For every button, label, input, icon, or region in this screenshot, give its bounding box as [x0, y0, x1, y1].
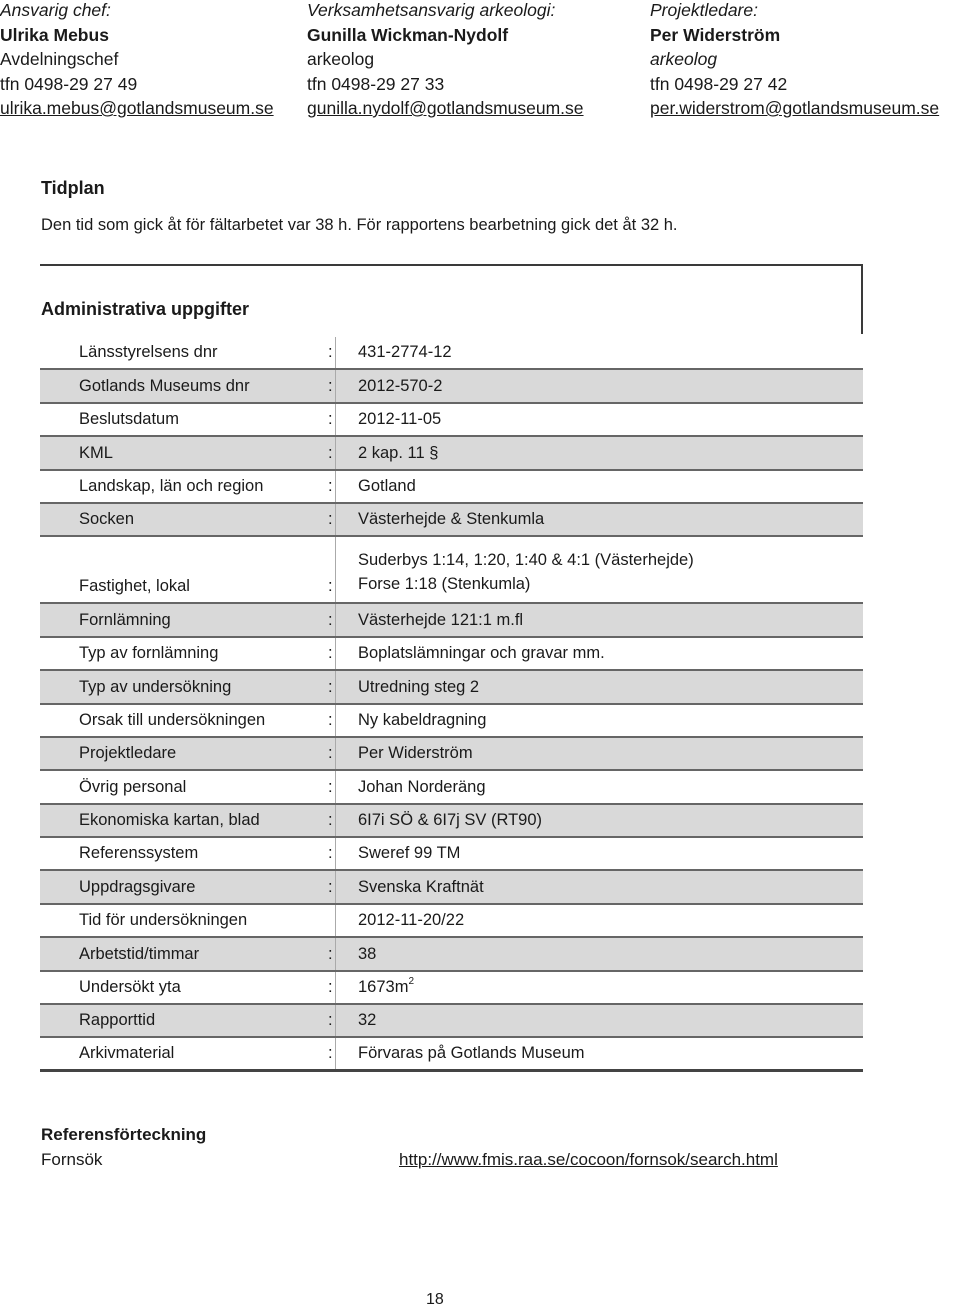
- contact-email-link[interactable]: per.widerstrom@gotlandsmuseum.se: [650, 98, 940, 118]
- row-value: 32: [358, 1011, 377, 1030]
- row-value: Västerhejde & Stenkumla: [358, 510, 545, 529]
- row-colon: :: [328, 1043, 333, 1062]
- row-label: Fornlämning: [79, 610, 171, 629]
- table-row: [40, 604, 863, 637]
- row-colon: :: [328, 677, 333, 696]
- column-divider: [335, 838, 336, 869]
- row-value: [358, 976, 414, 997]
- row-label: Arkivmaterial: [79, 1043, 175, 1062]
- row-label: Fastighet, lokal: [79, 577, 190, 596]
- row-value: Västerhejde 121:1 m.fl: [358, 610, 524, 629]
- contact-email-link[interactable]: gunilla.nydolf@gotlandsmuseum.se: [307, 98, 584, 118]
- row-label: Beslutsdatum: [79, 410, 179, 429]
- contact-title: arkeolog: [307, 49, 375, 69]
- column-divider: [335, 938, 336, 969]
- row-colon: :: [328, 1011, 333, 1030]
- contact-email-link[interactable]: ulrika.mebus@gotlandsmuseum.se: [0, 98, 274, 118]
- row-value-text: 1673m: [358, 978, 409, 997]
- admin-table: [40, 337, 863, 1072]
- row-label: Gotlands Museums dnr: [79, 376, 250, 395]
- column-divider: [335, 871, 336, 902]
- row-colon: :: [328, 744, 333, 763]
- table-row: [40, 504, 863, 537]
- column-divider: [335, 404, 336, 435]
- column-divider: [335, 972, 336, 1003]
- row-label: Arbetstid/timmar: [79, 944, 200, 963]
- column-divider: [335, 905, 336, 936]
- row-value: 2012-570-2: [358, 376, 443, 395]
- table-row: [40, 972, 863, 1005]
- row-label: Socken: [79, 510, 135, 529]
- row-label: Tid för undersökningen: [79, 911, 248, 930]
- contact-role: Ansvarig chef:: [0, 0, 111, 20]
- column-divider: [335, 738, 336, 769]
- table-row: [40, 671, 863, 704]
- row-value-line: Suderbys 1:14, 1:20, 1:40 & 4:1 (Västerhejde): [358, 551, 694, 570]
- row-colon: :: [328, 644, 333, 663]
- row-value: 2 kap. 11 §: [358, 443, 439, 462]
- column-divider: [335, 370, 336, 401]
- row-colon: :: [328, 844, 333, 863]
- row-label: Undersökt yta: [79, 978, 181, 997]
- references-heading: Referensförteckning: [41, 1125, 207, 1144]
- row-colon: :: [328, 476, 333, 495]
- row-value: Gotland: [358, 476, 416, 495]
- row-colon: :: [328, 443, 333, 462]
- row-value: Ny kabeldragning: [358, 710, 487, 729]
- contact-ansvarig-chef: [0, 0, 274, 121]
- table-row: [40, 471, 863, 504]
- contact-name: Per Widerström: [650, 24, 781, 45]
- column-divider: [335, 705, 336, 736]
- row-value: Utredning steg 2: [358, 677, 480, 696]
- row-value: Förvaras på Gotlands Museum: [358, 1043, 585, 1062]
- row-colon: :: [328, 410, 333, 429]
- column-divider: [335, 1038, 336, 1068]
- contact-phone: tfn 0498-29 27 49: [0, 73, 138, 94]
- table-row: [40, 370, 863, 403]
- row-value: 6I7i SÖ & 6I7j SV (RT90): [358, 811, 543, 830]
- row-label: Typ av fornlämning: [79, 644, 219, 663]
- row-label: KML: [79, 443, 113, 462]
- table-row: [40, 938, 863, 971]
- row-label: Projektledare: [79, 744, 177, 763]
- contact-name: Gunilla Wickman-Nydolf: [307, 24, 509, 45]
- table-row: [40, 705, 863, 738]
- row-value: 431-2774-12: [358, 343, 452, 362]
- row-colon: :: [328, 343, 333, 362]
- column-divider: [335, 437, 336, 468]
- row-value: Svenska Kraftnät: [358, 877, 484, 896]
- row-label: Ekonomiska kartan, blad: [79, 811, 260, 830]
- contact-phone: tfn 0498-29 27 33: [307, 73, 445, 94]
- table-row: [40, 871, 863, 904]
- row-value: [358, 548, 694, 596]
- row-colon: :: [328, 510, 333, 529]
- row-label: Uppdragsgivare: [79, 877, 196, 896]
- row-value-superscript: 2: [408, 976, 415, 988]
- column-divider: [335, 337, 336, 368]
- table-row: [40, 1038, 863, 1071]
- row-colon: :: [328, 610, 333, 629]
- row-label: Länsstyrelsens dnr: [79, 343, 218, 362]
- contact-title: arkeolog: [650, 49, 718, 69]
- table-row: [40, 437, 863, 470]
- tidplan-heading: Tidplan: [41, 178, 105, 198]
- admin-heading: Administrativa uppgifter: [41, 299, 250, 319]
- row-value: 38: [358, 944, 377, 963]
- contacts-header: [0, 0, 960, 120]
- reference-item-label: Fornsök: [41, 1150, 103, 1169]
- contact-phone: tfn 0498-29 27 42: [650, 73, 788, 94]
- reference-link[interactable]: http://www.fmis.raa.se/cocoon/fornsok/search.html: [399, 1150, 778, 1169]
- row-colon: :: [328, 376, 333, 395]
- row-value: 2012-11-20/22: [358, 911, 465, 930]
- row-colon: :: [328, 710, 333, 729]
- column-divider: [335, 771, 336, 802]
- table-row: [40, 337, 863, 370]
- row-label: Typ av undersökning: [79, 677, 232, 696]
- column-divider: [335, 671, 336, 702]
- row-label: Orsak till undersökningen: [79, 710, 266, 729]
- contact-name: Ulrika Mebus: [0, 24, 109, 45]
- row-colon: :: [328, 944, 333, 963]
- table-row: [40, 838, 863, 871]
- row-colon: :: [328, 811, 333, 830]
- row-label: Rapporttid: [79, 1011, 156, 1030]
- column-divider: [335, 638, 336, 669]
- tidplan-text: Den tid som gick åt för fältarbetet var 38 h. För rapportens bearbetning gick det åt 32 h.: [41, 216, 678, 234]
- table-row: [40, 771, 863, 804]
- contact-verksamhetsansvarig: [307, 0, 584, 121]
- row-label: Referenssystem: [79, 844, 199, 863]
- table-row: [40, 537, 863, 604]
- page-number: 18: [426, 1291, 444, 1308]
- table-row: [40, 905, 863, 938]
- table-row: [40, 1005, 863, 1038]
- row-colon: :: [328, 978, 333, 997]
- row-colon: :: [328, 777, 333, 796]
- row-value: Boplatslämningar och gravar mm.: [358, 644, 605, 663]
- column-divider: [335, 604, 336, 635]
- row-colon: :: [328, 577, 333, 596]
- table-row: [40, 638, 863, 671]
- table-row: [40, 738, 863, 771]
- column-divider: [335, 537, 336, 602]
- row-value-line: Forse 1:18 (Stenkumla): [358, 575, 531, 594]
- table-row: [40, 404, 863, 437]
- row-value: Johan Norderäng: [358, 777, 486, 796]
- row-label: Övrig personal: [79, 777, 187, 796]
- contact-title: Avdelningschef: [0, 49, 119, 69]
- row-value: Sweref 99 TM: [358, 844, 461, 863]
- row-colon: :: [328, 877, 333, 896]
- contact-role: Projektledare:: [650, 0, 758, 20]
- column-divider: [335, 1005, 336, 1036]
- contact-projektledare: [650, 0, 939, 121]
- row-label: Landskap, län och region: [79, 476, 264, 495]
- column-divider: [335, 805, 336, 836]
- table-row: [40, 805, 863, 838]
- column-divider: [335, 471, 336, 502]
- contact-role: Verksamhetsansvarig arkeologi:: [307, 0, 556, 20]
- column-divider: [335, 504, 336, 535]
- row-value: 2012-11-05: [358, 410, 442, 429]
- row-value: Per Widerström: [358, 744, 473, 763]
